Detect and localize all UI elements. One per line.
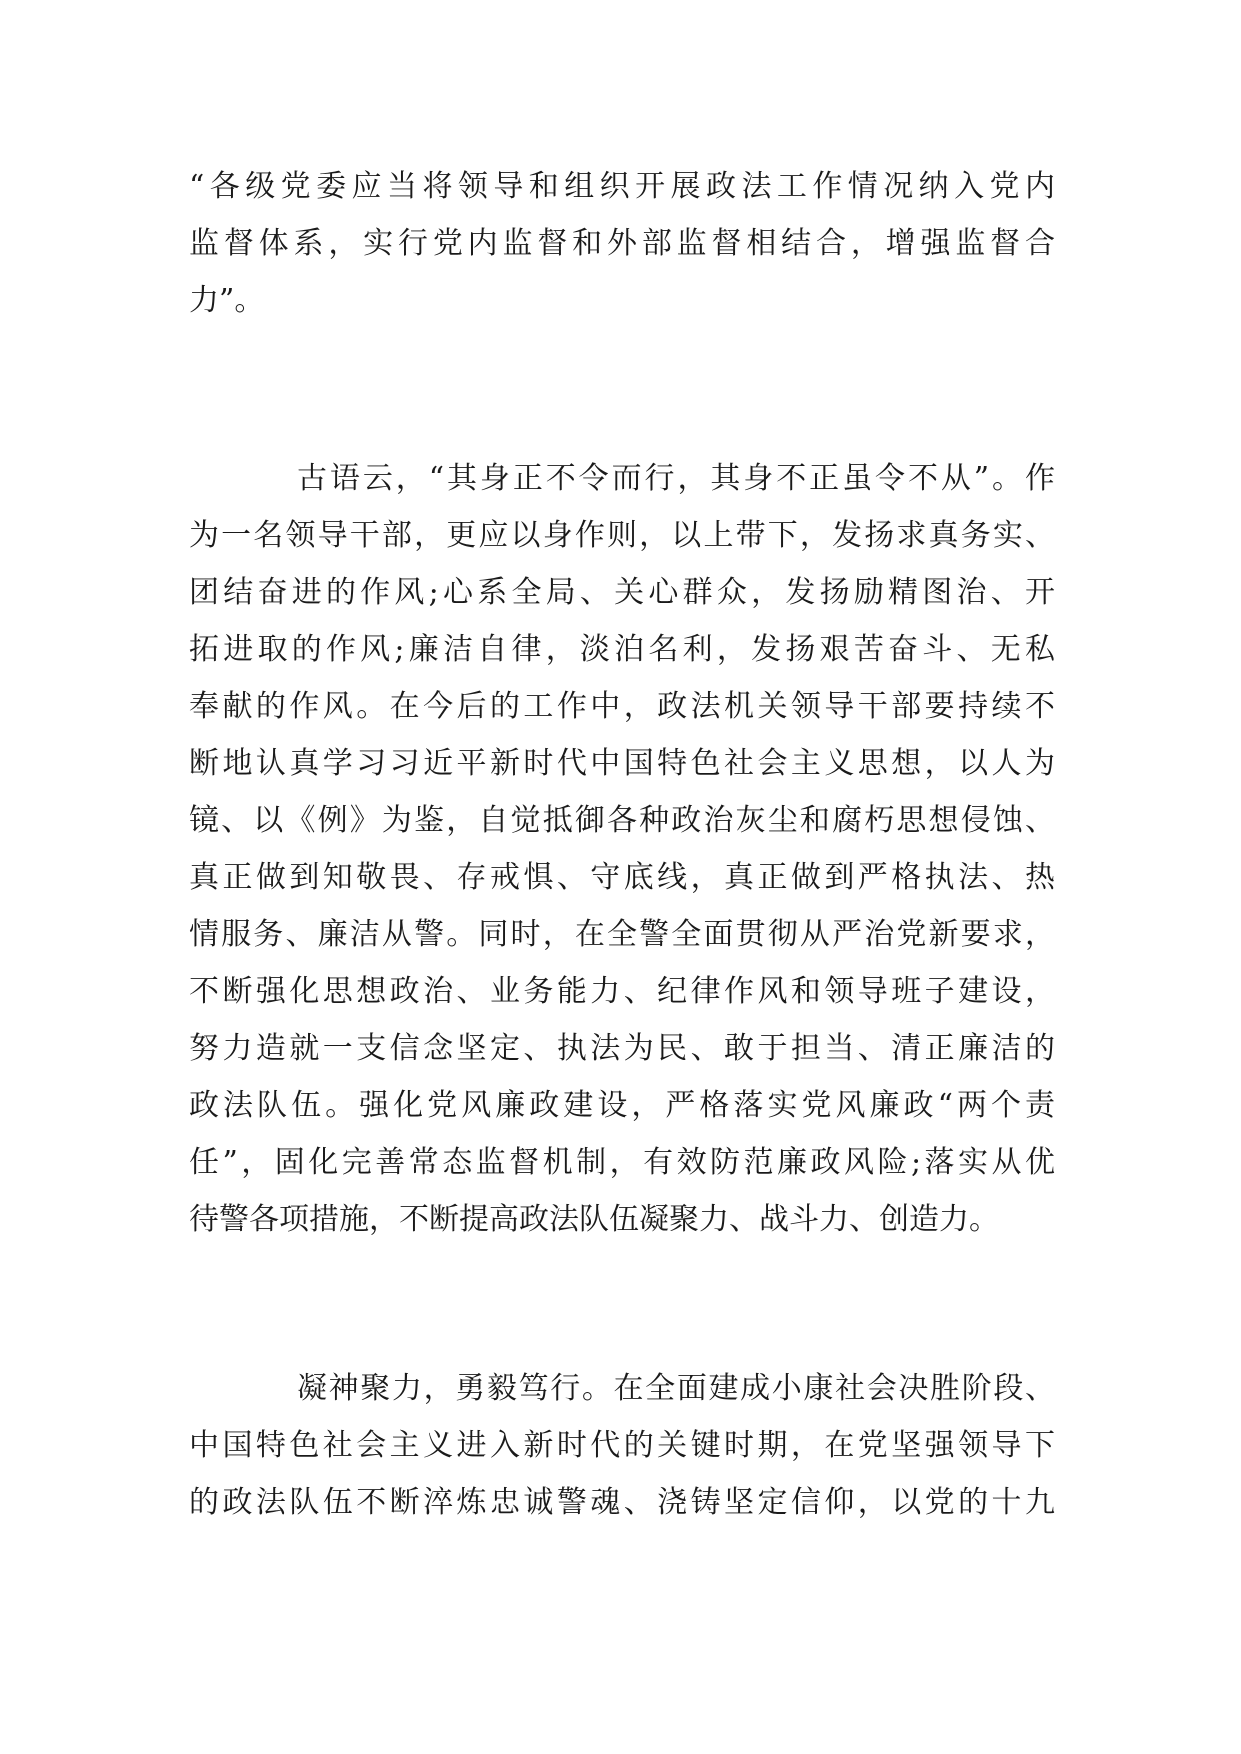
text-line: 努力造就一支信念坚定、执法为民、敢于担当、清正廉洁的 bbox=[189, 1031, 1055, 1066]
text-line: 断地认真学习习近平新时代中国特色社会主义思想，以人为 bbox=[189, 746, 1055, 781]
text-line: 情服务、廉洁从警。同时，在全警全面贯彻从严治党新要求， bbox=[189, 917, 1055, 952]
text-line: 的政法队伍不断淬炼忠诚警魂、浇铸坚定信仰，以党的十九 bbox=[189, 1485, 1055, 1520]
text-line: 中国特色社会主义进入新时代的关键时期，在党坚强领导下 bbox=[189, 1428, 1055, 1463]
text-line: 不断强化思想政治、业务能力、纪律作风和领导班子建设， bbox=[189, 974, 1055, 1009]
text-line: 团结奋进的作风;心系全局、关心群众，发扬励精图治、开 bbox=[189, 575, 1055, 610]
text-line: 拓进取的作风;廉洁自律，淡泊名利，发扬艰苦奋斗、无私 bbox=[189, 632, 1055, 667]
text-line: “各级党委应当将领导和组织开展政法工作情况纳入党内 bbox=[189, 169, 1055, 204]
text-line: 力”。 bbox=[189, 283, 265, 318]
text-line: 监督体系，实行党内监督和外部监督相结合，增强监督合 bbox=[189, 226, 1055, 261]
text-line: 待警各项措施，不断提高政法队伍凝聚力、战斗力、创造力。 bbox=[189, 1202, 999, 1237]
text-line: 任”，固化完善常态监督机制，有效防范廉政风险;落实从优 bbox=[189, 1145, 1055, 1180]
paragraph-1 bbox=[189, 158, 1055, 329]
text-line: 古语云，“其身正不令而行，其身不正虽令不从”。作 bbox=[297, 461, 1055, 496]
paragraph-2 bbox=[189, 450, 1055, 1248]
text-line: 真正做到知敬畏、存戒惧、守底线，真正做到严格执法、热 bbox=[189, 860, 1055, 895]
text-line: 奉献的作风。在今后的工作中，政法机关领导干部要持续不 bbox=[189, 689, 1055, 724]
text-line: 凝神聚力，勇毅笃行。在全面建成小康社会决胜阶段、 bbox=[297, 1371, 1055, 1406]
paragraph-3 bbox=[189, 1360, 1055, 1531]
text-line: 为一名领导干部，更应以身作则，以上带下，发扬求真务实、 bbox=[189, 518, 1055, 553]
text-line: 镜、以《例》为鉴，自觉抵御各种政治灰尘和腐朽思想侵蚀、 bbox=[189, 803, 1055, 838]
text-line: 政法队伍。强化党风廉政建设，严格落实党风廉政“两个责 bbox=[189, 1088, 1055, 1123]
